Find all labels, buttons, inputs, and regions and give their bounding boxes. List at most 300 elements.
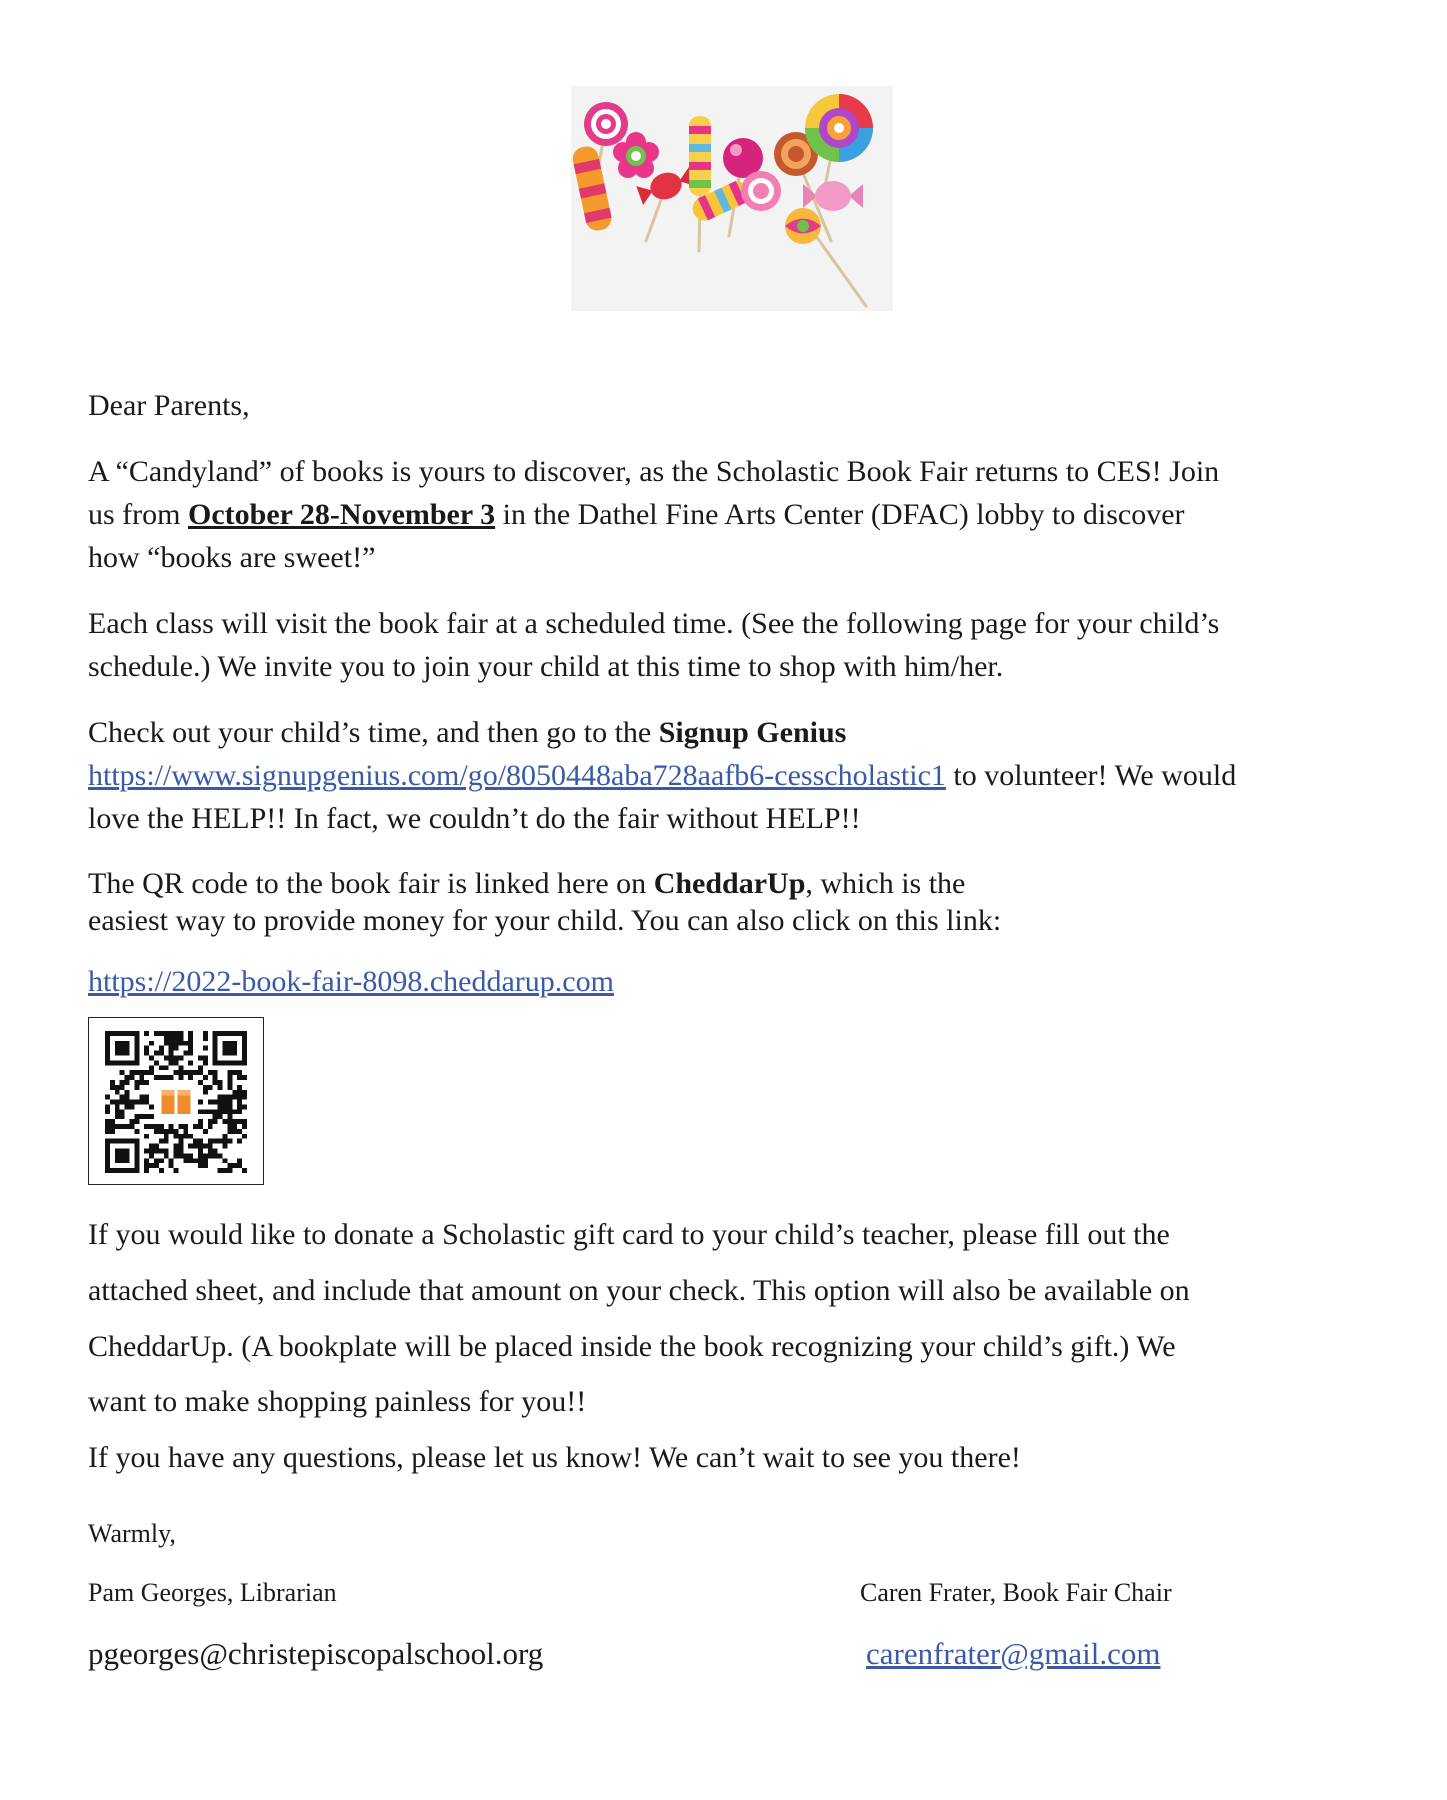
qr-module (223, 1139, 228, 1144)
qr-module (134, 1085, 139, 1090)
para1-line2 (88, 493, 1185, 536)
qr-module (164, 1149, 169, 1154)
qr-module (149, 1114, 154, 1119)
qr-module (105, 1109, 110, 1114)
qr-module (208, 1124, 213, 1129)
qr-module (203, 1144, 208, 1149)
qr-module (115, 1104, 120, 1109)
qr-module (188, 1051, 193, 1056)
qr-module (134, 1070, 139, 1075)
qr-module (115, 1085, 120, 1090)
para4-link-line (88, 960, 614, 1003)
qr-module (188, 1046, 193, 1051)
qr-module (183, 1041, 188, 1046)
para1-line2-post: in the Dathel Fine Arts Center (DFAC) lobby to discover (495, 498, 1185, 531)
qr-module (237, 1085, 242, 1090)
qr-module (115, 1100, 120, 1105)
qr-module (144, 1031, 149, 1036)
qr-module (134, 1129, 139, 1134)
qr-module (203, 1075, 208, 1080)
qr-module (159, 1158, 164, 1163)
qr-module (183, 1070, 188, 1075)
qr-module (223, 1095, 228, 1100)
qr-module (149, 1153, 154, 1158)
qr-module (169, 1060, 174, 1065)
qr-module (178, 1075, 183, 1080)
qr-module (125, 1090, 130, 1095)
qr-module (144, 1095, 149, 1100)
qr-module (144, 1149, 149, 1154)
qr-module (198, 1100, 203, 1105)
qr-module (178, 1055, 183, 1060)
qr-module (237, 1163, 242, 1168)
qr-module (120, 1109, 125, 1114)
qr-module (169, 1158, 174, 1163)
qr-module (208, 1119, 213, 1124)
qr-module (129, 1100, 134, 1105)
qr-module (227, 1168, 232, 1173)
qr-module (110, 1119, 115, 1124)
qr-module (223, 1134, 228, 1139)
qr-module (149, 1055, 154, 1060)
qr-module (203, 1090, 208, 1095)
qr-module (164, 1065, 169, 1070)
qr-module (174, 1144, 179, 1149)
qr-module (198, 1163, 203, 1168)
qr-module (218, 1153, 223, 1158)
qr-module (188, 1134, 193, 1139)
para5-line1: If you would like to donate a Scholastic gift card to your child’s teacher, please fill out the (88, 1218, 1170, 1251)
qr-module (218, 1139, 223, 1144)
qr-module (213, 1080, 218, 1085)
para4-line1-pre: The QR code to the book fair is linked here on (88, 867, 654, 900)
qr-module (174, 1046, 179, 1051)
qr-module (169, 1046, 174, 1051)
qr-module (125, 1124, 130, 1129)
qr-module (198, 1124, 203, 1129)
qr-module (223, 1158, 228, 1163)
qr-module (159, 1051, 164, 1056)
qr-module (208, 1085, 213, 1090)
qr-module (237, 1100, 242, 1105)
qr-code[interactable] (88, 1017, 264, 1185)
qr-module (125, 1095, 130, 1100)
qr-module (178, 1134, 183, 1139)
qr-module (237, 1129, 242, 1134)
qr-module (139, 1075, 144, 1080)
signer-right-email-link[interactable]: carenfrater@gmail.com (866, 1636, 1161, 1671)
qr-module (139, 1114, 144, 1119)
qr-module (149, 1070, 154, 1075)
qr-module (237, 1139, 242, 1144)
qr-module (105, 1119, 110, 1124)
qr-module (198, 1149, 203, 1154)
qr-module (139, 1100, 144, 1105)
qr-module (227, 1119, 232, 1124)
qr-module (120, 1080, 125, 1085)
qr-module (164, 1129, 169, 1134)
qr-module (174, 1070, 179, 1075)
qr-module (227, 1139, 232, 1144)
qr-module (218, 1114, 223, 1119)
qr-module (227, 1114, 232, 1119)
qr-module (164, 1041, 169, 1046)
candy-banner-image (571, 86, 893, 311)
qr-module (218, 1095, 223, 1100)
para1-line1: A “Candyland” of books is yours to discover, as the Scholastic Book Fair returns to CES! Join (88, 455, 1220, 488)
qr-module (154, 1075, 159, 1080)
qr-module (105, 1124, 110, 1129)
qr-module (232, 1090, 237, 1095)
qr-module (198, 1153, 203, 1158)
qr-module (144, 1124, 149, 1129)
qr-module (242, 1090, 247, 1095)
qr-module (125, 1104, 130, 1109)
qr-module (242, 1104, 247, 1109)
para1-line3: how “books are sweet!” (88, 541, 376, 574)
signup-genius-label: Signup Genius (658, 716, 847, 749)
qr-module (227, 1095, 232, 1100)
para5-line5: If you have any questions, please let us know! We can’t wait to see you there! (88, 1441, 1021, 1474)
qr-module (193, 1158, 198, 1163)
qr-module (198, 1119, 203, 1124)
qr-module (242, 1119, 247, 1124)
qr-module (198, 1109, 203, 1114)
qr-module (223, 1100, 228, 1105)
qr-module (203, 1163, 208, 1168)
qr-module (125, 1080, 130, 1085)
qr-module (203, 1129, 208, 1134)
qr-module (208, 1109, 213, 1114)
qr-module (144, 1070, 149, 1075)
qr-module (174, 1036, 179, 1041)
para3-line2 (88, 754, 1236, 797)
qr-module (193, 1124, 198, 1129)
qr-module (232, 1124, 237, 1129)
qr-module (227, 1100, 232, 1105)
cheddarup-link[interactable]: https://2022-book-fair-8098.cheddarup.com (88, 965, 614, 998)
qr-module (208, 1144, 213, 1149)
qr-module (183, 1051, 188, 1056)
qr-module (198, 1080, 203, 1085)
qr-module (188, 1144, 193, 1149)
qr-module (232, 1119, 237, 1124)
qr-module (120, 1124, 125, 1129)
qr-module (110, 1080, 115, 1085)
qr-module (169, 1124, 174, 1129)
qr-module (174, 1168, 179, 1173)
qr-module (232, 1129, 237, 1134)
qr-module (178, 1065, 183, 1070)
qr-module (178, 1124, 183, 1129)
qr-module (134, 1114, 139, 1119)
qr-module (105, 1104, 110, 1109)
qr-module (178, 1139, 183, 1144)
qr-module (213, 1139, 218, 1144)
qr-module (178, 1041, 183, 1046)
signer-right-name: Caren Frater, Book Fair Chair (860, 1578, 1172, 1607)
qr-module (237, 1090, 242, 1095)
qr-module (149, 1065, 154, 1070)
qr-module (174, 1031, 179, 1036)
qr-module (115, 1109, 120, 1114)
qr-module (178, 1153, 183, 1158)
qr-module (198, 1065, 203, 1070)
qr-module (144, 1114, 149, 1119)
qr-module (125, 1075, 130, 1080)
qr-module (154, 1124, 159, 1129)
qr-module (183, 1129, 188, 1134)
cheddarup-label: CheddarUp (653, 867, 806, 900)
qr-module (129, 1124, 134, 1129)
qr-module (232, 1095, 237, 1100)
qr-module (203, 1158, 208, 1163)
qr-module (154, 1051, 159, 1056)
qr-module (227, 1070, 232, 1075)
qr-module (110, 1085, 115, 1090)
qr-module (144, 1168, 149, 1173)
qr-module (188, 1158, 193, 1163)
signer-left-email: pgeorges@christepiscopalschool.org (88, 1636, 544, 1671)
qr-module (213, 1149, 218, 1154)
qr-module (188, 1031, 193, 1036)
qr-module (159, 1031, 164, 1036)
qr-module (164, 1134, 169, 1139)
qr-module (129, 1070, 134, 1075)
qr-module (144, 1046, 149, 1051)
qr-module (188, 1070, 193, 1075)
qr-module (149, 1163, 154, 1168)
qr-module (242, 1134, 247, 1139)
signer-left-name: Pam Georges, Librarian (88, 1578, 337, 1607)
qr-module (193, 1070, 198, 1075)
qr-module (203, 1055, 208, 1060)
qr-module (178, 1144, 183, 1149)
qr-module (144, 1158, 149, 1163)
qr-module (227, 1109, 232, 1114)
qr-module (169, 1075, 174, 1080)
qr-module (218, 1104, 223, 1109)
qr-code-graphic (103, 1031, 249, 1173)
qr-module (129, 1075, 134, 1080)
qr-module (208, 1070, 213, 1075)
qr-module (178, 1031, 183, 1036)
qr-module (159, 1149, 164, 1154)
signup-genius-link[interactable]: https://www.signupgenius.com/go/8050448aba728aafb6-cesscholastic1 (88, 759, 946, 792)
qr-module (213, 1070, 218, 1075)
qr-module (223, 1168, 228, 1173)
qr-module (237, 1109, 242, 1114)
qr-module (213, 1119, 218, 1124)
qr-module (154, 1158, 159, 1163)
para3-line1-pre: Check out your child’s time, and then go to the (88, 716, 659, 749)
qr-module (169, 1163, 174, 1168)
qr-module (169, 1041, 174, 1046)
qr-module (208, 1139, 213, 1144)
qr-module (223, 1144, 228, 1149)
qr-module (198, 1144, 203, 1149)
qr-module (198, 1139, 203, 1144)
qr-module (203, 1036, 208, 1041)
closing: Warmly, (88, 1519, 176, 1548)
qr-module (174, 1134, 179, 1139)
qr-module (164, 1031, 169, 1036)
qr-finder-core (115, 1149, 130, 1164)
qr-module (193, 1144, 198, 1149)
qr-module (178, 1070, 183, 1075)
para4-line1-post: , which is the (805, 867, 966, 900)
qr-module (169, 1055, 174, 1060)
qr-module (169, 1036, 174, 1041)
qr-module (218, 1168, 223, 1173)
qr-module (149, 1144, 154, 1149)
qr-finder-core (115, 1041, 130, 1056)
greeting: Dear Parents, (88, 389, 250, 422)
qr-module (144, 1080, 149, 1085)
qr-module (110, 1129, 115, 1134)
qr-module (232, 1163, 237, 1168)
qr-module (237, 1119, 242, 1124)
qr-module (120, 1085, 125, 1090)
qr-module (164, 1153, 169, 1158)
qr-module (203, 1153, 208, 1158)
qr-module (154, 1129, 159, 1134)
qr-module (144, 1051, 149, 1056)
para2-line1: Each class will visit the book fair at a scheduled time. (See the following page for your child’s (88, 607, 1220, 640)
qr-module (174, 1153, 179, 1158)
qr-module (154, 1060, 159, 1065)
qr-module (227, 1085, 232, 1090)
qr-module (115, 1114, 120, 1119)
qr-module (237, 1158, 242, 1163)
qr-module (223, 1104, 228, 1109)
candy-illustration (571, 86, 893, 311)
qr-module (227, 1129, 232, 1134)
qr-module (164, 1036, 169, 1041)
qr-module (232, 1109, 237, 1114)
qr-module (227, 1124, 232, 1129)
qr-module (183, 1124, 188, 1129)
qr-module (178, 1036, 183, 1041)
qr-module (213, 1075, 218, 1080)
qr-module (213, 1114, 218, 1119)
qr-module (183, 1134, 188, 1139)
qr-module (144, 1100, 149, 1105)
qr-module (237, 1075, 242, 1080)
qr-module (188, 1075, 193, 1080)
qr-module (188, 1036, 193, 1041)
qr-module (139, 1095, 144, 1100)
qr-module (203, 1046, 208, 1051)
qr-module (120, 1114, 125, 1119)
qr-module (227, 1163, 232, 1168)
qr-module (164, 1075, 169, 1080)
qr-module (129, 1119, 134, 1124)
qr-module (120, 1100, 125, 1105)
para5-line4: want to make shopping painless for you!! (88, 1385, 587, 1418)
qr-module (203, 1031, 208, 1036)
qr-module (242, 1075, 247, 1080)
qr-module (115, 1124, 120, 1129)
signer-right-email-wrap (866, 1636, 1160, 1672)
qr-module (174, 1129, 179, 1134)
qr-module (149, 1104, 154, 1109)
qr-module (174, 1055, 179, 1060)
qr-module (213, 1153, 218, 1158)
para5-line3: CheddarUp. (A bookplate will be placed inside the book recognizing your child’s gift.) We (88, 1330, 1176, 1363)
qr-module (129, 1104, 134, 1109)
qr-module (120, 1095, 125, 1100)
qr-module (115, 1090, 120, 1095)
qr-module (154, 1149, 159, 1154)
qr-module (144, 1134, 149, 1139)
para2-line2: schedule.) We invite you to join your child at this time to shop with him/her. (88, 650, 1004, 683)
qr-module (208, 1100, 213, 1105)
qr-module (134, 1080, 139, 1085)
qr-module (183, 1153, 188, 1158)
qr-module (149, 1149, 154, 1154)
qr-logo-ribbon (175, 1090, 178, 1114)
qr-module (227, 1075, 232, 1080)
qr-module (203, 1060, 208, 1065)
qr-module (218, 1109, 223, 1114)
qr-module (208, 1153, 213, 1158)
qr-module (149, 1124, 154, 1129)
qr-module (144, 1163, 149, 1168)
qr-module (198, 1070, 203, 1075)
qr-module (159, 1129, 164, 1134)
qr-module (242, 1124, 247, 1129)
qr-module (159, 1168, 164, 1173)
qr-module (120, 1070, 125, 1075)
qr-module (198, 1055, 203, 1060)
qr-module (242, 1168, 247, 1173)
qr-module (174, 1149, 179, 1154)
qr-module (218, 1100, 223, 1105)
qr-module (218, 1080, 223, 1085)
para3-line1 (88, 711, 846, 754)
qr-module (193, 1139, 198, 1144)
qr-module (164, 1139, 169, 1144)
qr-module (154, 1031, 159, 1036)
qr-module (174, 1060, 179, 1065)
qr-module (223, 1119, 228, 1124)
qr-module (208, 1149, 213, 1154)
qr-module (203, 1109, 208, 1114)
qr-module (139, 1080, 144, 1085)
qr-module (203, 1085, 208, 1090)
qr-module (237, 1095, 242, 1100)
qr-module (159, 1124, 164, 1129)
qr-module (110, 1100, 115, 1105)
para3-line2-post: to volunteer! We would (945, 759, 1237, 792)
qr-module (183, 1158, 188, 1163)
qr-module (188, 1060, 193, 1065)
para4-line2: easiest way to provide money for your child. You can also click on this link: (88, 904, 1002, 937)
qr-module (154, 1144, 159, 1149)
qr-module (134, 1100, 139, 1105)
qr-module (174, 1041, 179, 1046)
para5-line2: attached sheet, and include that amount on your check. This option will also be available on (88, 1274, 1190, 1307)
qr-module (169, 1051, 174, 1056)
qr-module (232, 1070, 237, 1075)
qr-module (223, 1109, 228, 1114)
qr-module (218, 1085, 223, 1090)
qr-module (134, 1119, 139, 1124)
qr-module (237, 1070, 242, 1075)
qr-module (164, 1055, 169, 1060)
qr-module (227, 1080, 232, 1085)
